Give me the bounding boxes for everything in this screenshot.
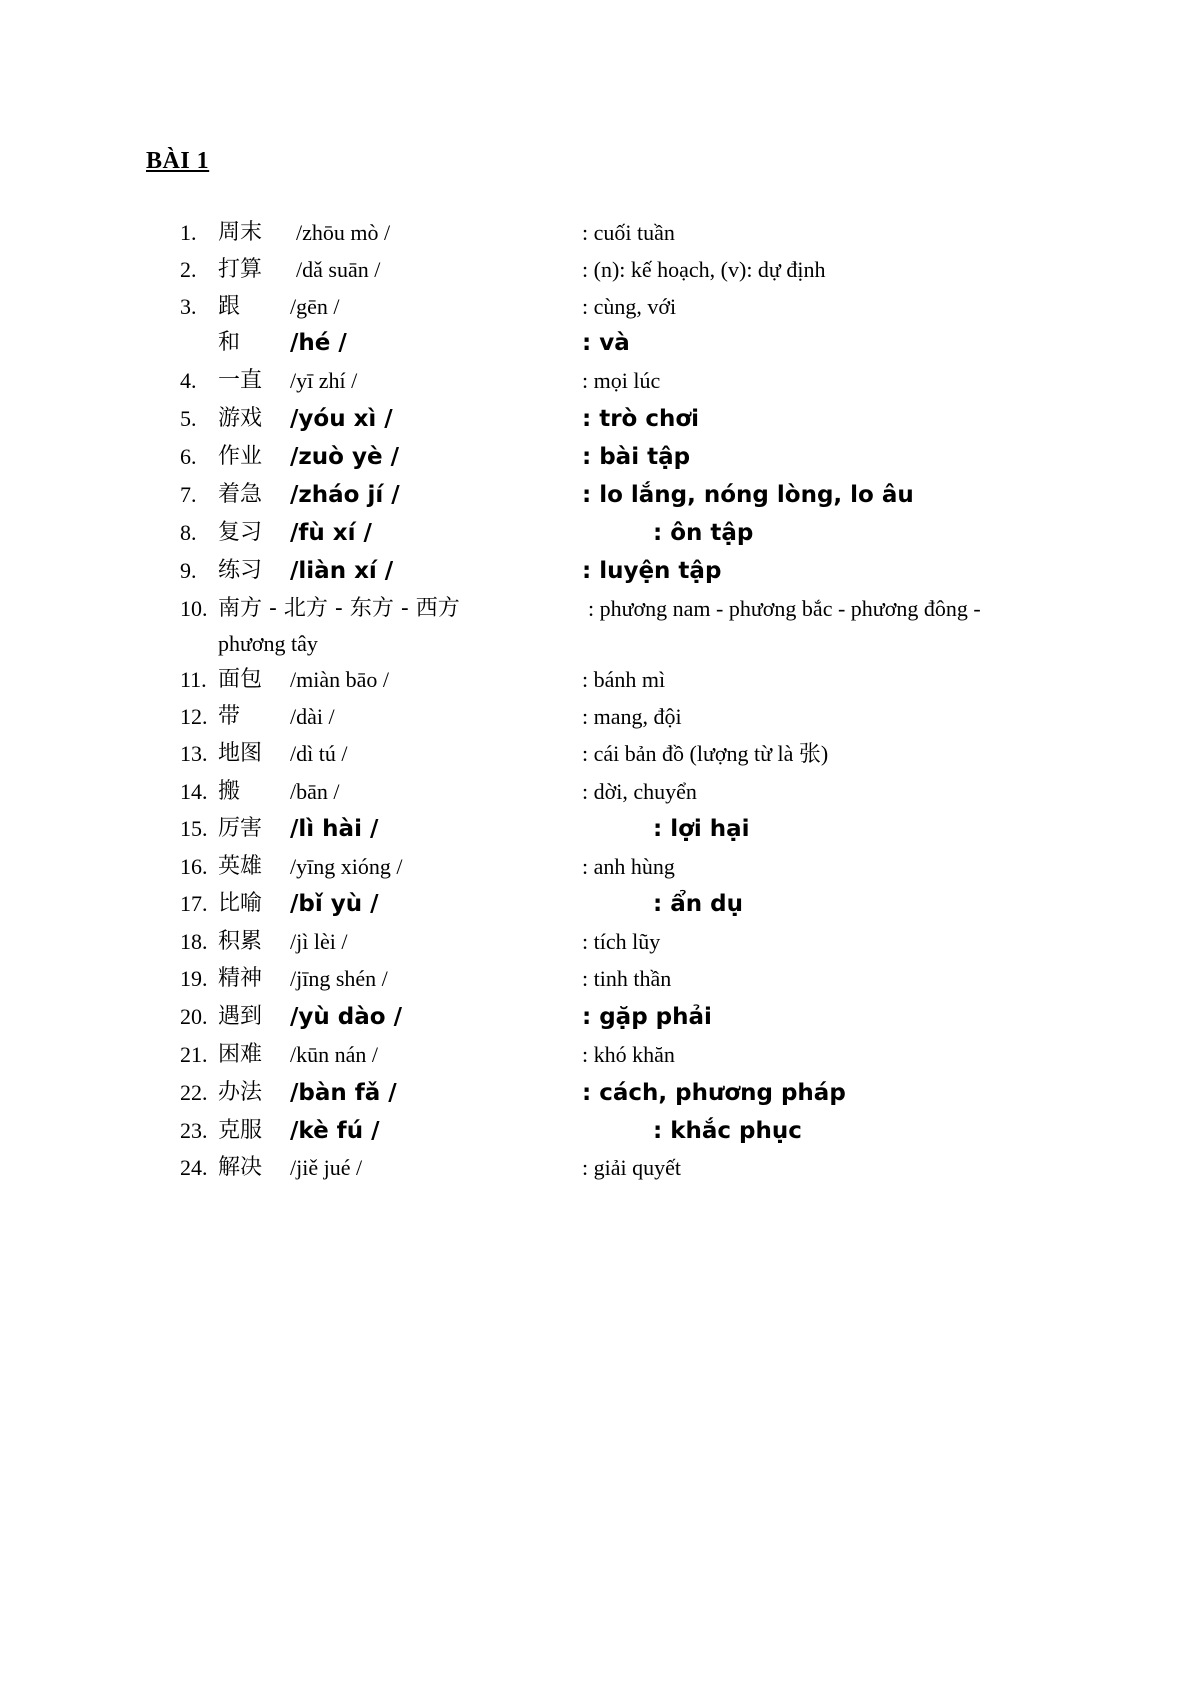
- item-hanzi: 遇到: [218, 1004, 263, 1029]
- item-hanzi: 周末: [218, 220, 263, 245]
- item-hanzi: 面包: [218, 667, 263, 692]
- list-item: [0, 849, 1200, 885]
- item-pinyin: /dài /: [290, 704, 335, 729]
- item-hanzi: 和: [218, 330, 241, 355]
- item-hanzi: 克服: [218, 1118, 263, 1143]
- item-hanzi: 作业: [218, 444, 263, 469]
- item-number: 19.: [180, 966, 208, 991]
- item-meaning: : luyện tập: [582, 558, 722, 584]
- item-number: 17.: [180, 891, 208, 916]
- item-number: 10.: [180, 596, 208, 621]
- item-meaning: : khắc phục: [653, 1118, 802, 1144]
- item-meaning: : bài tập: [582, 444, 691, 470]
- item-number: 16.: [180, 854, 208, 879]
- list-item: [0, 999, 1200, 1035]
- item-pinyin: /kūn nán /: [290, 1042, 378, 1067]
- item-hanzi: 英雄: [218, 854, 263, 879]
- item-meaning: : anh hùng: [582, 854, 675, 879]
- item-hanzi: 带: [218, 704, 241, 729]
- list-item: [0, 1150, 1200, 1186]
- list-item: [0, 811, 1200, 847]
- item-number: 18.: [180, 929, 208, 954]
- item-hanzi: 练习: [218, 558, 263, 583]
- list-item: [0, 961, 1200, 997]
- item-pinyin: /yī zhí /: [290, 368, 358, 393]
- item-meaning: : phương nam - phương bắc - phương đông -: [588, 596, 981, 621]
- list-item: [0, 515, 1200, 551]
- list-item: [0, 553, 1200, 589]
- item-pinyin: /miàn bāo /: [290, 667, 389, 692]
- item-pinyin: /lì hài /: [290, 816, 379, 842]
- item-number: 3.: [180, 294, 197, 319]
- item-number: 23.: [180, 1118, 208, 1143]
- item-meaning: : mang, đội: [582, 704, 682, 729]
- item-meaning: : gặp phải: [582, 1004, 712, 1030]
- item-number: 5.: [180, 406, 197, 431]
- list-item: [0, 252, 1200, 288]
- item-number: 15.: [180, 816, 208, 841]
- list-item: [0, 591, 1200, 627]
- item-hanzi: 一直: [218, 368, 263, 393]
- list-item: [0, 886, 1200, 922]
- list-item-continuation: [0, 626, 1200, 662]
- item-hanzi: 游戏: [218, 406, 263, 431]
- item-number: 20.: [180, 1004, 208, 1029]
- item-pinyin: /gēn /: [290, 294, 340, 319]
- item-number: 14.: [180, 779, 208, 804]
- item-pinyin: /liàn xí /: [290, 558, 394, 584]
- item-number: 8.: [180, 520, 197, 545]
- item-meaning: : cách, phương pháp: [582, 1080, 846, 1106]
- item-pinyin: /hé /: [290, 330, 347, 356]
- item-pinyin: /bǐ yù /: [290, 891, 379, 917]
- item-pinyin: /kè fú /: [290, 1118, 380, 1144]
- item-number: 11.: [180, 667, 207, 692]
- item-hanzi: 复习: [218, 520, 263, 545]
- item-pinyin: /jīng shén /: [290, 966, 388, 991]
- item-meaning: : cái bản đồ (lượng từ là 张): [582, 741, 829, 766]
- item-meaning: : tích lũy: [582, 929, 661, 954]
- item-pinyin: /zuò yè /: [290, 444, 399, 470]
- item-hanzi: 困难: [218, 1042, 263, 1067]
- item-meaning: : mọi lúc: [582, 368, 661, 393]
- item-meaning-continuation: phương tây: [218, 631, 318, 656]
- item-meaning: : dời, chuyển: [582, 779, 697, 804]
- item-number: 24.: [180, 1155, 208, 1180]
- list-item: [0, 736, 1200, 772]
- list-item: [0, 774, 1200, 810]
- item-number: 4.: [180, 368, 197, 393]
- list-item: [0, 699, 1200, 735]
- item-number: 12.: [180, 704, 208, 729]
- list-item: [0, 1075, 1200, 1111]
- item-number: 21.: [180, 1042, 208, 1067]
- item-number: 2.: [180, 257, 197, 282]
- list-item: [0, 1037, 1200, 1073]
- item-pinyin: /dǎ suān /: [296, 257, 381, 282]
- item-number: 13.: [180, 741, 208, 766]
- item-number: 9.: [180, 558, 197, 583]
- item-pinyin: /bàn fǎ /: [290, 1080, 397, 1106]
- list-item: [0, 439, 1200, 475]
- item-hanzi: 搬: [218, 779, 241, 804]
- list-item: [0, 289, 1200, 325]
- page-title: BÀI 1: [146, 148, 210, 174]
- item-hanzi: 解决: [218, 1155, 263, 1180]
- item-pinyin: /yù dào /: [290, 1004, 402, 1030]
- list-item: [0, 363, 1200, 399]
- item-hanzi: 积累: [218, 929, 263, 954]
- item-hanzi: 着急: [218, 482, 263, 507]
- item-meaning: : giải quyết: [582, 1155, 681, 1180]
- item-hanzi: 地图: [218, 741, 263, 766]
- item-hanzi: 比喻: [218, 891, 263, 916]
- item-hanzi: 打算: [218, 257, 263, 282]
- list-item: [0, 325, 1200, 361]
- item-number: 1.: [180, 220, 197, 245]
- item-pinyin: /jì lèi /: [290, 929, 348, 954]
- item-meaning: : ôn tập: [653, 520, 754, 546]
- item-meaning: : (n): kế hoạch, (v): dự định: [582, 257, 826, 282]
- item-meaning: : ẩn dụ: [653, 891, 743, 917]
- item-pinyin: /zháo jí /: [290, 482, 400, 508]
- item-meaning: : cùng, với: [582, 294, 677, 319]
- item-hanzi: 厉害: [218, 816, 263, 841]
- item-meaning: : khó khăn: [582, 1042, 675, 1067]
- item-pinyin: /bān /: [290, 779, 340, 804]
- item-hanzi: 办法: [218, 1080, 263, 1105]
- item-meaning: : cuối tuần: [582, 220, 675, 245]
- list-item: [0, 662, 1200, 698]
- list-item: [0, 924, 1200, 960]
- list-item: [0, 1113, 1200, 1149]
- item-meaning: : lo lắng, nóng lòng, lo âu: [582, 482, 914, 508]
- item-meaning: : lợi hại: [653, 816, 750, 842]
- item-pinyin: /zhōu mò /: [296, 220, 391, 245]
- list-item: [0, 477, 1200, 513]
- item-pinyin: /jiě jué /: [290, 1155, 363, 1180]
- item-pinyin: /yīng xióng /: [290, 854, 403, 879]
- item-meaning: : bánh mì: [582, 667, 666, 692]
- item-pinyin: /yóu xì /: [290, 406, 393, 432]
- item-meaning: : và: [582, 330, 630, 356]
- list-item: [0, 401, 1200, 437]
- item-number: 7.: [180, 482, 197, 507]
- item-hanzi: 南方 - 北方 - 东方 - 西方: [218, 596, 460, 621]
- item-meaning: : tinh thần: [582, 966, 672, 991]
- item-pinyin: /fù xí /: [290, 520, 372, 546]
- item-hanzi: 跟: [218, 294, 241, 319]
- item-number: 6.: [180, 444, 197, 469]
- list-item: [0, 215, 1200, 251]
- item-meaning: : trò chơi: [582, 406, 700, 432]
- item-pinyin: /dì tú /: [290, 741, 348, 766]
- item-hanzi: 精神: [218, 966, 263, 991]
- item-number: 22.: [180, 1080, 208, 1105]
